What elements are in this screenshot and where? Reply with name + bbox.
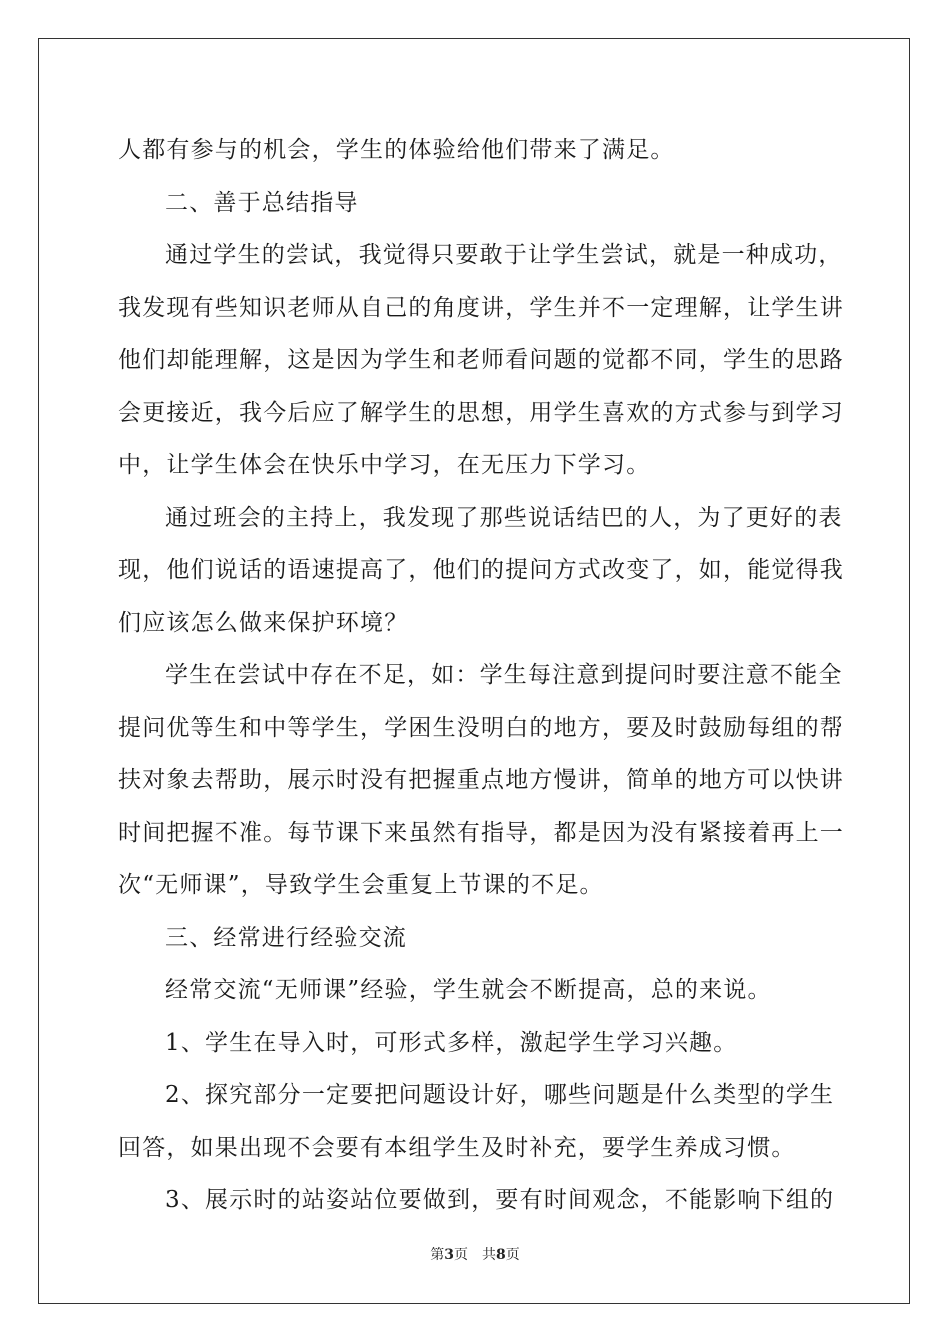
text-line: 1、学生在导入时，可形式多样，激起学生学习兴趣。 [165,1029,738,1056]
total-suffix: 页 [505,1247,520,1263]
total-prefix: 共 [482,1247,496,1263]
page-suffix: 页 [454,1247,468,1263]
text-line: 经常交流“无师课”经验，学生就会不断提高，总的来说。 [165,977,772,1003]
text-line: 次“无师课”，导致学生会重复上节课的不足。 [118,872,604,898]
text-line: 们应该怎么做来保护环境？ [118,609,409,636]
text-line: 时间把握不准。每节课下来虽然有指导，都是因为没有紧接着再上一 [118,819,844,846]
text-line: 通过班会的主持上，我发现了那些说话结巴的人，为了更好的表 [165,504,843,531]
text-line: 扶对象去帮助，展示时没有把握重点地方慢讲，简单的地方可以快讲 [118,767,844,793]
text-line: 通过学生的尝试，我觉得只要敢于让学生尝试，就是一种成功， [165,242,843,268]
page-total: 8 [496,1247,506,1263]
page-current: 3 [444,1247,454,1263]
text-line: 中，让学生体会在快乐中学习，在无压力下学习。 [118,452,651,478]
page-prefix: 第 [430,1247,445,1263]
text-line: 他们却能理解，这是因为学生和老师看问题的觉都不同，学生的思路 [118,347,844,373]
text-line: 学生在尝试中存在不足，如：学生每注意到提问时要注意不能全 [165,662,843,688]
page-footer [0,1244,950,1264]
text-line: 我发现有些知识老师从自己的角度讲，学生并不一定理解，让学生讲 [118,294,844,321]
text-line: 3、展示时的站姿站位要做到，要有时间观念，不能影响下组的 [165,1187,835,1213]
text-line: 人都有参与的机会，学生的体验给他们带来了满足。 [118,137,675,163]
document-body [118,124,844,1227]
text-line: 2、探究部分一定要把问题设计好，哪些问题是什么类型的学生 [165,1082,835,1108]
text-line: 现，他们说话的语速提高了，他们的提问方式改变了，如，能觉得我 [118,557,844,583]
text-line: 提问优等生和中等学生，学困生没明白的地方，要及时鼓励每组的帮 [118,714,844,741]
text-line: 回答，如果出现不会要有本组学生及时补充，要学生养成习惯。 [118,1134,796,1161]
text-line: 三、经常进行经验交流 [165,924,407,951]
text-line: 会更接近，我今后应了解学生的思想，用学生喜欢的方式参与到学习 [118,399,844,426]
text-line: 二、善于总结指导 [165,189,359,216]
